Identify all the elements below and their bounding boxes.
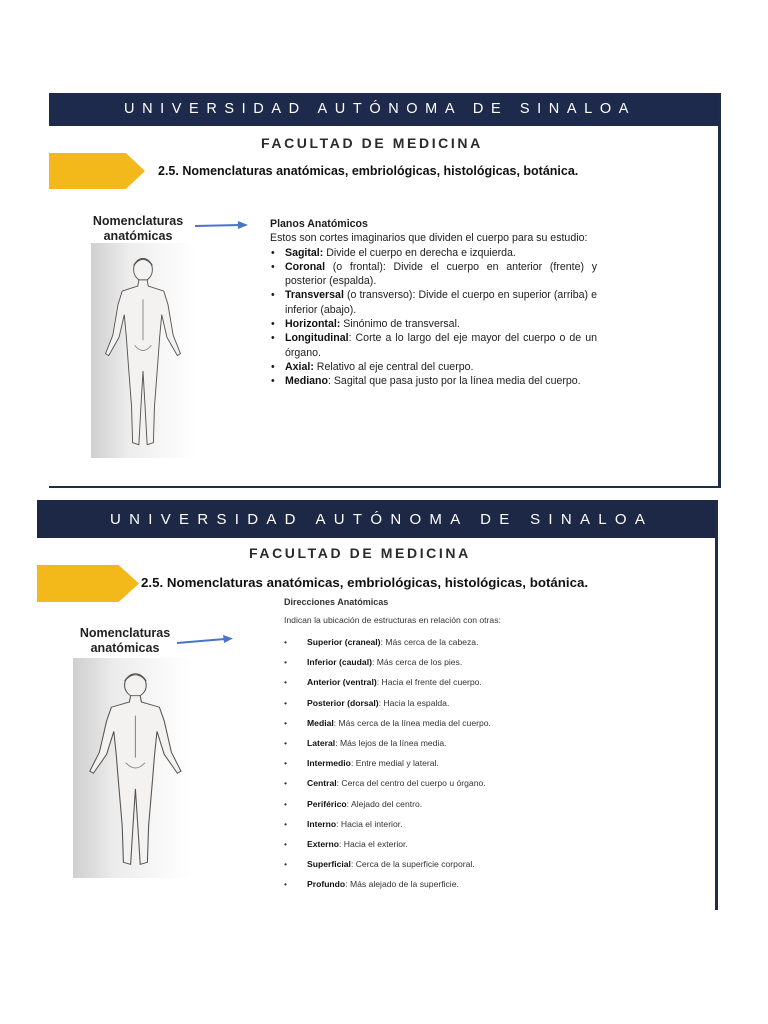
bullet-icon: • <box>271 332 275 345</box>
bullet-icon: • <box>284 798 288 809</box>
human-body-figure-drawing <box>91 243 195 458</box>
item-text: : Entre medial y lateral. <box>350 758 439 769</box>
human-body-figure-drawing <box>73 658 193 878</box>
bullet-icon: • <box>284 697 288 708</box>
item-term: Superior (craneal) <box>307 637 381 647</box>
bullet-icon: • <box>284 859 288 870</box>
item-text: : Hacia el frente del cuerpo. <box>376 677 482 688</box>
item-term: Superficial <box>307 859 351 870</box>
item-term: Interno <box>307 818 337 829</box>
list-item <box>284 818 614 838</box>
list-item <box>270 260 597 289</box>
item-term: Coronal <box>285 260 326 273</box>
item-text: : Hacia la espalda. <box>378 697 450 708</box>
item-term: Longitudinal <box>285 332 349 345</box>
list-item <box>270 360 597 374</box>
list-item <box>284 878 614 898</box>
item-term: Sagital: <box>285 246 324 259</box>
item-text: : Hacia el exterior. <box>339 838 408 849</box>
list-item <box>284 676 614 696</box>
item-term: Intermedio <box>307 758 351 769</box>
side-label-line1: Nomenclaturas <box>79 626 171 640</box>
item-term: Profundo <box>307 879 346 890</box>
bullet-icon: • <box>284 637 288 647</box>
item-term: Axial: <box>285 360 314 373</box>
section-title: 2.5. Nomenclaturas anatómicas, embriológicas, histológicas, botánica. <box>158 164 579 178</box>
item-text: : Más cerca de la línea media del cuerpo. <box>333 717 491 728</box>
bullet-icon: • <box>284 778 288 789</box>
bullet-icon: • <box>284 657 288 668</box>
slide-direcciones-anatomicas <box>37 500 718 910</box>
item-text: (o transverso): Divide el cuerpo en superior (arriba) e inferior (abajo). <box>285 289 597 316</box>
bullet-icon: • <box>284 879 288 890</box>
item-text: : Más alejado de la superficie. <box>345 879 459 890</box>
bullet-icon: • <box>284 717 288 728</box>
direcciones-content <box>284 597 614 898</box>
right-arrow-icon <box>176 633 234 647</box>
item-text: : Cerca de la superficie corporal. <box>350 859 475 870</box>
item-text: Relativo al eje central del cuerpo. <box>313 360 474 373</box>
item-term: Mediano <box>285 375 328 388</box>
content-intro: Indican la ubicación de estructuras en relación con otras: <box>284 615 501 625</box>
bullet-icon: • <box>271 318 275 331</box>
content-intro: Estos son cortes imaginarios que dividen el cuerpo para su estudio: <box>270 232 588 245</box>
university-name: UNIVERSIDAD AUTÓNOMA DE SINALOA <box>124 101 636 117</box>
content-title: Direcciones Anatómicas <box>284 597 389 607</box>
section-banner-shape <box>49 153 145 189</box>
item-text: : Más lejos de la línea media. <box>335 737 447 748</box>
item-term: Lateral <box>307 737 336 748</box>
section-title: 2.5. Nomenclaturas anatómicas, embriológicas, histológicas, botánica. <box>141 575 589 590</box>
item-text: : Más cerca de la cabeza. <box>380 637 479 647</box>
list-item <box>284 717 614 737</box>
item-text: Sinónimo de transversal. <box>340 318 460 331</box>
item-term: Periférico <box>307 798 347 809</box>
list-item <box>284 757 614 777</box>
item-text: : Hacia el interior. <box>336 818 403 829</box>
human-body-figure <box>91 243 195 458</box>
side-label <box>70 626 180 656</box>
item-text: (o frontal): Divide el cuerpo en anterior (frente) y posterior (espalda). <box>285 260 597 288</box>
bullet-icon: • <box>284 758 288 769</box>
section-banner-shape <box>37 565 139 602</box>
item-text: : Cerca del centro del cuerpo u órgano. <box>336 778 486 789</box>
item-text: : Corte a lo largo del eje mayor del cuerpo o de un órgano. <box>285 332 597 359</box>
item-text: : Más cerca de los pies. <box>371 657 463 668</box>
list-item <box>284 858 614 878</box>
list-item <box>284 838 614 858</box>
item-term: Inferior (caudal) <box>307 657 372 668</box>
bullet-icon: • <box>284 737 288 748</box>
list-item <box>270 374 597 388</box>
university-header-bar <box>37 500 715 538</box>
item-term: Anterior (ventral) <box>307 677 377 688</box>
side-label-line2: anatómicas <box>90 641 160 655</box>
university-header-bar <box>49 93 718 126</box>
item-text: : Alejado del centro. <box>346 798 423 809</box>
planos-list <box>270 246 597 389</box>
item-text: Divide el cuerpo en derecha e izquierda. <box>323 246 516 259</box>
list-item <box>284 697 614 717</box>
item-term: Central <box>307 778 337 789</box>
list-item <box>284 656 614 676</box>
list-item <box>270 317 597 331</box>
item-term: Externo <box>307 838 339 849</box>
item-term: Medial <box>307 717 334 728</box>
list-item <box>284 777 614 797</box>
list-item <box>284 798 614 818</box>
bullet-icon: • <box>284 818 288 829</box>
list-item <box>270 288 597 317</box>
right-arrow-icon <box>194 219 249 231</box>
item-term: Transversal <box>285 289 344 302</box>
direcciones-list <box>284 636 614 898</box>
bullet-icon: • <box>271 246 275 259</box>
list-item <box>284 636 614 656</box>
bullet-icon: • <box>271 289 275 302</box>
faculty-title: FACULTAD DE MEDICINA <box>261 135 483 151</box>
bullet-icon: • <box>284 838 288 849</box>
item-term: Posterior (dorsal) <box>307 697 379 708</box>
list-item <box>284 737 614 757</box>
side-label <box>83 214 193 244</box>
planos-content <box>270 217 597 389</box>
bullet-icon: • <box>271 260 275 273</box>
university-name: UNIVERSIDAD AUTÓNOMA DE SINALOA <box>110 511 654 528</box>
bullet-icon: • <box>284 677 288 688</box>
content-title: Planos Anatómicos <box>270 218 368 230</box>
item-text: : Sagital que pasa justo por la línea media del cuerpo. <box>327 375 581 388</box>
slide-planos-anatomicos <box>49 93 721 488</box>
side-label-line1: Nomenclaturas <box>92 214 184 228</box>
bullet-icon: • <box>271 375 275 388</box>
bullet-icon: • <box>271 360 275 373</box>
human-body-figure <box>73 658 193 878</box>
faculty-title: FACULTAD DE MEDICINA <box>249 545 471 561</box>
side-label-line2: anatómicas <box>103 229 173 243</box>
list-item <box>270 331 597 360</box>
item-term: Horizontal: <box>285 318 341 331</box>
list-item <box>270 246 597 260</box>
